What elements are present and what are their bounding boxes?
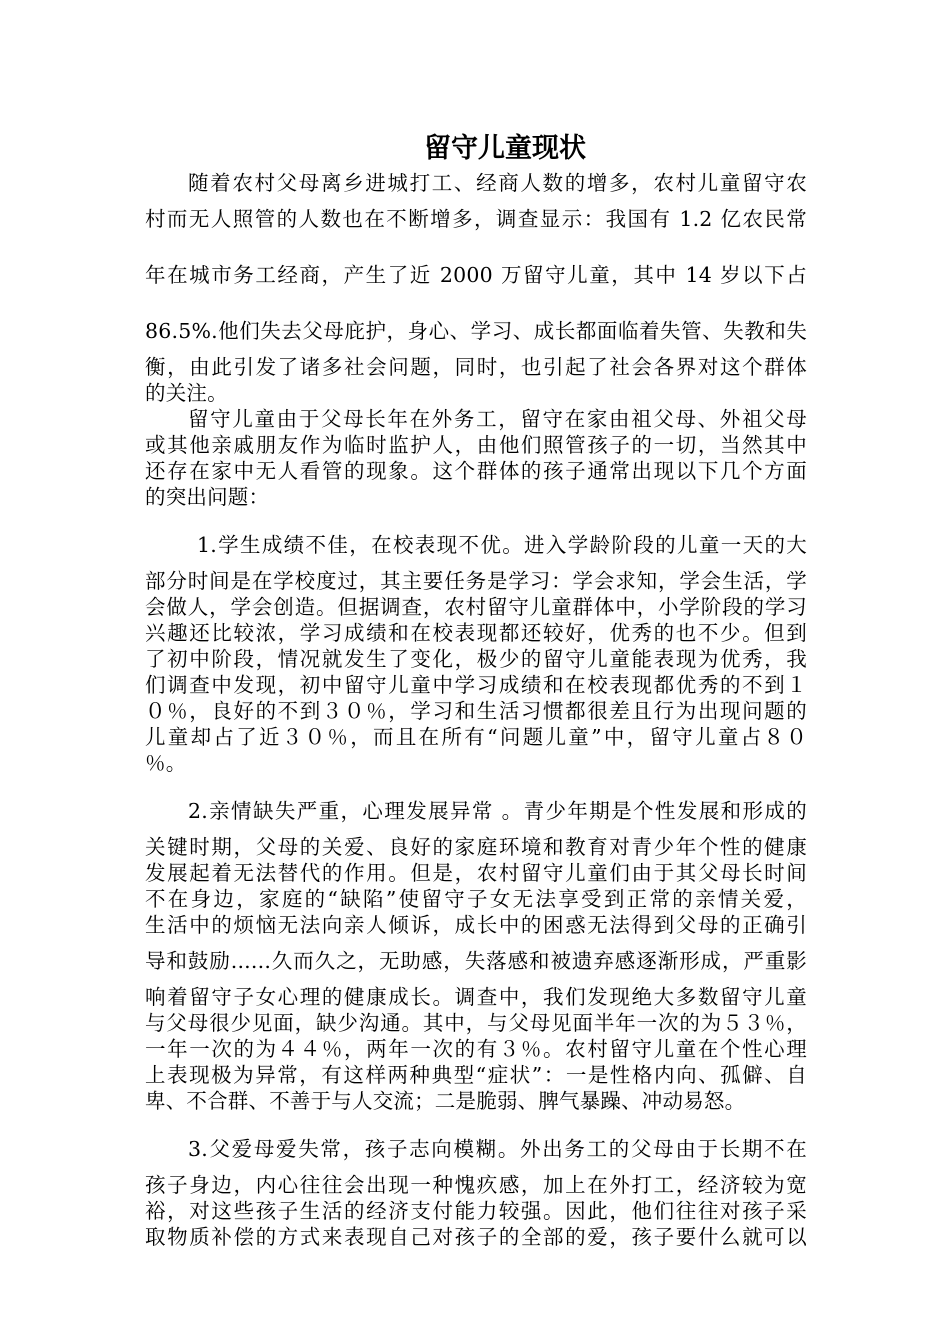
- text-line: 2.亲情缺失严重，心理发展异常 。青少年期是个性发展和形成的: [188, 799, 807, 823]
- text-line: 取物质补偿的方式来表现自己对孩子的全部的爱，孩子要什么就可以: [145, 1225, 807, 1249]
- text-line: 生活中的烦恼无法向亲人倾诉，成长中的困惑无法得到父母的正确引: [145, 913, 807, 937]
- text-line: 了初中阶段，情况就发生了变化，极少的留守儿童能表现为优秀，我: [145, 647, 807, 671]
- text-line: 上表现极为异常，有这样两种典型“症状”：一是性格内向、孤僻、自: [145, 1063, 807, 1087]
- text-line: 会做人，学会创造。但据调查，农村留守儿童群体中，小学阶段的学习: [145, 595, 807, 619]
- text-line: 的关注。: [145, 381, 228, 405]
- text-line: 卑、不合群、不善于与人交流；二是脆弱、脾气暴躁、冲动易怒。: [145, 1089, 746, 1113]
- text-line: 村而无人照管的人数也在不断增多，调查显示：我国有 1.2 亿农民常: [145, 207, 807, 231]
- text-line: 或其他亲戚朋友作为临时监护人，由他们照管孩子的一切，当然其中: [145, 433, 807, 457]
- text-line: 1.学生成绩不佳，在校表现不优。进入学龄阶段的儿童一天的大: [197, 533, 807, 557]
- text-line: 一年一次的为４４％，两年一次的有３％。农村留守儿童在个性心理: [145, 1037, 807, 1061]
- text-line: 还存在家中无人看管的现象。这个群体的孩子通常出现以下几个方面: [145, 459, 807, 483]
- text-line: 年在城市务工经商，产生了近 2000 万留守儿童，其中 14 岁以下占: [145, 263, 807, 287]
- text-line: ０％，良好的不到３０％，学习和生活习惯都很差且行为出现问题的: [145, 699, 807, 723]
- text-line: 发展起着无法替代的作用。但是，农村留守儿童们由于其父母长时间: [145, 861, 807, 885]
- text-line: 衡，由此引发了诸多社会问题，同时，也引起了社会各界对这个群体: [145, 355, 807, 379]
- document-title: 留守儿童现状: [424, 133, 586, 164]
- text-line: 儿童却占了近３０％，而且在所有“问题儿童”中，留守儿童占８０: [145, 725, 807, 749]
- text-line: 兴趣还比较浓，学习成绩和在校表现都还较好，优秀的也不少。但到: [145, 621, 807, 645]
- text-line: 86.5%.他们失去父母庇护，身心、学习、成长都面临着失管、失教和失: [145, 319, 807, 343]
- text-line: 留守儿童由于父母长年在外务工，留守在家由祖父母、外祖父母: [188, 407, 807, 431]
- document-body: [145, 170, 807, 1250]
- text-line: 裕，对这些孩子生活的经济支付能力较强。因此，他们往往对孩子采: [145, 1199, 807, 1223]
- text-line: 导和鼓励......久而久之，无助感，失落感和被遗弃感逐渐形成，严重影: [145, 949, 807, 973]
- text-line: 部分时间是在学校度过，其主要任务是学习：学会求知，学会生活，学: [145, 569, 807, 593]
- text-line: 响着留守子女心理的健康成长。调查中，我们发现绝大多数留守儿童: [145, 985, 807, 1009]
- document-page: [145, 132, 807, 1250]
- text-line: 随着农村父母离乡进城打工、经商人数的增多，农村儿童留守农: [188, 171, 807, 195]
- text-line: 孩子身边，内心往往会出现一种愧疚感，加上在外打工，经济较为宽: [145, 1173, 807, 1197]
- text-line: 的突出问题：: [145, 485, 270, 509]
- text-line: 不在身边，家庭的“缺陷”使留守子女无法享受到正常的亲情关爱，: [145, 887, 807, 911]
- text-line: 3.父爱母爱失常，孩子志向模糊。外出务工的父母由于长期不在: [188, 1137, 807, 1161]
- text-line: ％。: [145, 751, 187, 775]
- text-line: 与父母很少见面，缺少沟通。其中，与父母见面半年一次的为５３％，: [145, 1011, 807, 1035]
- text-line: 们调查中发现，初中留守儿童中学习成绩和在校表现都优秀的不到１: [145, 673, 807, 697]
- text-line: 关键时期，父母的关爱、良好的家庭环境和教育对青少年个性的健康: [145, 835, 807, 859]
